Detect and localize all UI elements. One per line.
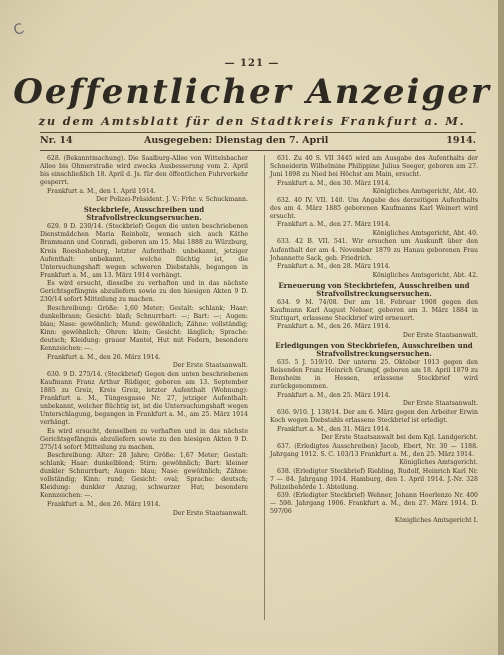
page-number: — 121 — <box>224 58 280 69</box>
notice-paragraph: Es wird ersucht, denselben zu verhaften und in das nächste Gerichtsgefängnis abzuliefern sowie zu den hiesigen Akten 9 D. 275/14 sofort Mitteilung zu machen. <box>40 427 248 451</box>
notice-paragraph: Frankfurt a. M., den 27. März 1914. <box>277 221 391 229</box>
signature-line: Der Erste Staatsanwalt. <box>172 362 248 370</box>
notice-paragraph: Frankfurt a. M., den 28. März 1914. <box>277 263 391 271</box>
issue-year: 1914. <box>446 135 476 146</box>
section-heading: Steckbriefe, Ausschreiben und Strafvollstreckungsersuchen. <box>83 205 205 223</box>
notice-paragraph: Frankfurt a. M., den 31. März 1914. <box>277 425 391 433</box>
masthead-subtitle: zu dem Amtsblatt für den Stadtkreis Frankfurt a. M. <box>38 114 466 128</box>
notice-paragraph: Frankfurt a. M., den 26. März 1914. <box>47 353 161 361</box>
signature-line: Königliches Amtsgericht, Abt. 40. <box>372 229 478 237</box>
issue-line <box>40 135 476 148</box>
section-heading: Erneuerung von Steckbriefen, Ausschreiben und Strafvollstreckungsersuchen. <box>278 280 470 298</box>
signature-line: Königliches Amtsgericht. <box>399 459 478 467</box>
issue-number: Nr. 14 <box>40 135 73 146</box>
notice-paragraph: 632. 40 IV. VII. 140. Um Angabe des derzeitigen Aufenthalts des am 4. März 1885 geborenen Kaufmanns Karl Weinert wird ersucht. <box>270 196 478 220</box>
notice-paragraph: Frankfurt a. M., den 30. März 1914. <box>277 179 391 187</box>
notice-paragraph: 634. 9 M. 74/08. Der am 18. Februar 1908 gegen den Kaufmann Karl August Nehser, geboren am 3. März 1884 in Stuttgart, erlassene Steckbrief wird erneuert. <box>270 298 478 322</box>
notice-paragraph: 633. 42 B. VII. 541. Wir ersuchen um Auskunft über den Aufenthalt der am 4. November 1879 zu Hanau geborenen Frau Johannette Sack, geb. Friedrich. <box>270 238 478 262</box>
right-column <box>270 155 478 526</box>
signature-line: Königliches Amtsgericht I. <box>394 517 478 525</box>
notice-paragraph: 638. (Erledigter Steckbrief) Riebling, Rudolf, Heinrich Karl Nr. 7 — 84. Jahrgang 1914. Hamburg, den 1. April 1914. J.-Nr. 328 Polizeibehörde 1. Abteilung. <box>270 467 478 491</box>
signature-line: Der Polizei-Präsident. J. V.: Frhr. v. Schuckmann. <box>96 196 248 204</box>
notice-paragraph: 636. 9/10. J. 138/14. Der am 6. März gegen den Arbeiter Erwin Koch wegen Diebstahls erlassene Steckbrief ist erledigt. <box>270 408 478 424</box>
masthead-title: Oeffentlicher Anzeiger <box>13 72 491 112</box>
header-rule-top <box>40 132 476 133</box>
left-column <box>40 155 248 518</box>
notice-paragraph: Frankfurt a. M., den 26. März 1914. <box>277 323 391 331</box>
notice-paragraph: Beschreibung: Alter: 28 Jahre; Größe: 1,67 Meter; Gestalt: schlank; Haar: dunkelblond; Stirn: gewöhnlich; Bart: kleiner dunkler Schnurrbart; Augen: blau; Nase: gewöhnlich; Zähne: vollständig; Kinn: rund; Gesicht: oval; Sprache: deutsch; Kleidung: dunkler Anzug, schwarzer Hut; besondere Kennzeichen: —. <box>40 452 248 500</box>
issue-date: Ausgegeben: Dienstag den 7. April <box>144 135 329 146</box>
notice-paragraph: Es wird ersucht, dieselbe zu verhaften und in das nächste Gerichtsgefängnis abzuliefern sowie zu den hiesigen Akten 9 D. 230/14 sofort Mitteilung zu machen. <box>40 280 248 304</box>
notice-paragraph: 630. 9 D. 275/14. (Steckbrief) Gegen den unten beschriebenen Kaufmann Franz Arthur Rüdiger, geboren am 13. September 1885 zu Greiz, Kreis Greiz, letzter Aufenthalt (Wohnung): Frankfurt a. M., Tüngesgasse Nr. 27, jetziger Aufenthalt: unbekannt, welcher flüchtig ist, ist die Untersuchungshaft wegen Unterschlagung, begangen in Frankfurt a. M., am 25. März 1914 verhängt. <box>40 370 248 426</box>
notice-paragraph: 635. 5 J. 519/10. Der unterm 25. Oktober 1913 gegen den Reisenden Franz Heinrich Grumpf, geboren am 18. April 1879 zu Bensheim in Hessen, erlassene Steckbrief wird zurückgenommen. <box>270 359 478 391</box>
signature-line: Königliches Amtsgericht, Abt. 40. <box>372 188 478 196</box>
notice-paragraph: 628. (Bekanntmachung). Die Saalburg-Allee von Wittelsbacher Allee bis Ohmerstraße wird zwecks Ausbesserung vom 2. April bis einschließlich 18. April d. Js. für den öffentlichen Fuhrverkehr gesperrt. <box>40 155 248 187</box>
notice-paragraph: 629. 9 D. 230/14. (Steckbrief) Gegen die unten beschriebenen Dienstmädchen Maria Reinholz, wonach sich auch Käthe Brammann und Conradi, geboren am 15. Mai 1888 zu Würzburg, Kreis Roeshaheburg, letzter Aufenthalt: unbekannt, jetziger Aufenthalt: unbekannt, welche flüchtig ist, die Untersuchungshaft wegen schweren Diebstahls, begangen in Frankfurt a. M., am 13. März 1914 verhängt. <box>40 223 248 279</box>
notice-paragraph: Frankfurt a. M., den 25. März 1914. <box>277 391 391 399</box>
signature-line: Der Erste Staatsanwalt. <box>172 509 248 517</box>
pencil-mark: C <box>11 20 27 40</box>
signature-line: Der Erste Staatsanwalt bei dem Kgl. Landgericht. <box>321 434 478 442</box>
notice-paragraph: 639. (Erledigter Steckbrief) Wehner, Johann Hoerlenzo Nr. 400 — 598. Jahrgang 1906. Frankfurt a. M., den 27. März 1914. D. 597/06 <box>270 492 478 516</box>
notice-paragraph: Beschreibung: Größe: 1,60 Meter; Gestalt: schlank; Haar: dunkelbraun; Gesicht: blaß; Schnurrbart: —; Bart: —; Augen: blau; Nase: gewöhnlich; Mund: gewöhnlich; Zähne: vollständig; Kinn: gewöhnlich; Ohren: klein; Gesicht: länglich; Sprache: deutsch; Kleidung: grauer Mantel, Hut mit Federn, besondere Kennzeichen: —. <box>40 304 248 353</box>
header-rule-bottom <box>40 150 476 151</box>
signature-line: Der Erste Staatsanwalt. <box>402 331 478 339</box>
notice-paragraph: Frankfurt a. M., den 1. April 1914. <box>47 187 156 195</box>
signature-line: Königliches Amtsgericht, Abt. 42. <box>372 271 478 279</box>
notice-paragraph: Frankfurt a. M., den 26. März 1914. <box>47 500 161 508</box>
notice-paragraph: 637. (Erledigtes Ausschreiben) Jacob, Ebert, Nr. 30 — 1188. Jahrgang 1912. S. C. 103/13 Frankfurt a. M., den 25. März 1914. <box>270 442 478 458</box>
column-divider <box>264 155 265 620</box>
signature-line: Der Erste Staatsanwalt. <box>402 400 478 408</box>
notice-paragraph: 631. Zu 40 S. VII 3445 wird am Ausgabe des Aufenthalts der Schneiderin Wilhelmine Philippine Julius Seeger, geboren am 27. Juni 1898 zu Nied bei Höchst am Main, ersucht. <box>270 155 478 179</box>
section-heading: Erledigungen von Steckbriefen, Ausschreiben und Strafvollstreckungsersuchen. <box>275 341 473 359</box>
